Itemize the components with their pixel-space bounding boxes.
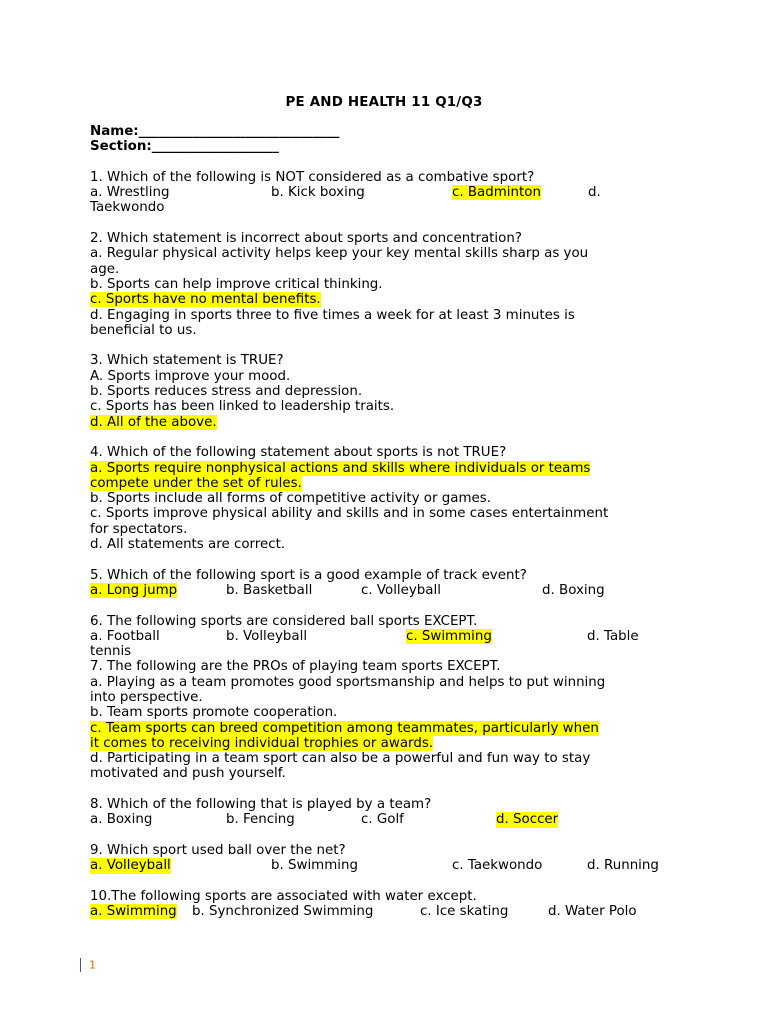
choice-4b: b. Sports include all forms of competitive activity or games. bbox=[90, 491, 491, 507]
choice-5d: d. Boxing bbox=[542, 582, 605, 598]
choice-4c-continued: for spectators. bbox=[90, 521, 188, 537]
question-8: 8. Which of the following that is played by a team? bbox=[90, 797, 432, 813]
choice-3d-answer: d. All of the above. bbox=[90, 414, 217, 430]
footer-divider bbox=[80, 958, 81, 972]
choice-2b: b. Sports can help improve critical thinking. bbox=[90, 276, 383, 292]
choice-10b: b. Synchronized Swimming bbox=[192, 904, 374, 920]
page-number: 1 bbox=[89, 958, 96, 972]
choice-9b: b. Swimming bbox=[271, 858, 358, 874]
choice-10d: d. Water Polo bbox=[548, 904, 637, 920]
choice-4a-answer: a. Sports require nonphysical actions and skills where individuals or teams bbox=[90, 460, 591, 476]
choice-1a: a. Wrestling bbox=[90, 185, 170, 201]
choice-8b: b. Fencing bbox=[226, 812, 295, 828]
choice-6d: d. Table bbox=[587, 628, 639, 644]
choice-7a: a. Playing as a team promotes good sportsmanship and helps to put winning bbox=[90, 674, 606, 690]
choice-3a: A. Sports improve your mood. bbox=[90, 368, 291, 384]
choice-9a-answer: a. Volleyball bbox=[90, 858, 171, 874]
section-field: Section:___________________ bbox=[90, 139, 279, 155]
choice-5b: b. Basketball bbox=[226, 582, 313, 598]
question-2: 2. Which statement is incorrect about sports and concentration? bbox=[90, 231, 522, 247]
choice-6d-continued: tennis bbox=[90, 644, 132, 660]
choice-7b: b. Team sports promote cooperation. bbox=[90, 705, 338, 721]
choice-4a-answer-continued: compete under the set of rules. bbox=[90, 475, 302, 491]
choice-8a: a. Boxing bbox=[90, 812, 153, 828]
choice-1b: b. Kick boxing bbox=[271, 185, 365, 201]
question-7: 7. The following are the PROs of playing team sports EXCEPT. bbox=[90, 659, 501, 675]
choice-1d: d. bbox=[588, 185, 601, 201]
choice-3c: c. Sports has been linked to leadership traits. bbox=[90, 399, 395, 415]
question-6-choices bbox=[90, 629, 680, 644]
choice-7d-continued: motivated and push yourself. bbox=[90, 766, 286, 782]
choice-6b: b. Volleyball bbox=[226, 628, 308, 644]
choice-2a-continued: age. bbox=[90, 261, 120, 277]
choice-5c: c. Volleyball bbox=[361, 582, 441, 598]
question-9-choices bbox=[90, 858, 680, 873]
choice-7d: d. Participating in a team sport can also be a powerful and fun way to stay bbox=[90, 751, 591, 767]
choice-1d-continued: Taekwondo bbox=[90, 200, 165, 216]
quiz-content bbox=[90, 124, 680, 919]
question-6: 6. The following sports are considered ball sports EXCEPT. bbox=[90, 613, 478, 629]
question-4: 4. Which of the following statement about sports is not TRUE? bbox=[90, 445, 507, 461]
choice-2d: d. Engaging in sports three to five times a week for at least 3 minutes is bbox=[90, 307, 575, 323]
question-10-choices bbox=[90, 904, 680, 919]
choice-4d: d. All statements are correct. bbox=[90, 537, 286, 553]
choice-1c-answer: c. Badminton bbox=[452, 185, 541, 201]
question-3: 3. Which statement is TRUE? bbox=[90, 353, 284, 369]
question-5: 5. Which of the following sport is a good example of track event? bbox=[90, 567, 527, 583]
question-9: 9. Which sport used ball over the net? bbox=[90, 842, 346, 858]
choice-8c: c. Golf bbox=[361, 812, 404, 828]
choice-6c-answer: c. Swimming bbox=[406, 628, 492, 644]
choice-7c-answer: c. Team sports can breed competition among teammates, particularly when bbox=[90, 720, 599, 736]
choice-9c: c. Taekwondo bbox=[452, 858, 543, 874]
choice-5a-answer: a. Long jump bbox=[90, 582, 178, 598]
choice-7c-answer-continued: it comes to receiving individual trophies or awards. bbox=[90, 735, 434, 751]
question-8-choices bbox=[90, 812, 680, 827]
question-1: 1. Which of the following is NOT considered as a combative sport? bbox=[90, 169, 535, 185]
document-title: PE AND HEALTH 11 Q1/Q3 bbox=[285, 95, 483, 110]
choice-7a-continued: into perspective. bbox=[90, 689, 203, 705]
choice-9d: d. Running bbox=[587, 858, 659, 874]
page-footer bbox=[80, 958, 96, 972]
choice-10a-answer: a. Swimming bbox=[90, 904, 177, 920]
choice-2c-answer: c. Sports have no mental benefits. bbox=[90, 292, 321, 308]
question-5-choices bbox=[90, 583, 680, 598]
choice-2a: a. Regular physical activity helps keep your key mental skills sharp as you bbox=[90, 246, 589, 262]
name-field: Name:______________________________ bbox=[90, 124, 340, 139]
question-10: 10.The following sports are associated with water except. bbox=[90, 888, 477, 904]
question-1-choices bbox=[90, 185, 680, 200]
choice-3b: b. Sports reduces stress and depression. bbox=[90, 384, 363, 400]
choice-4c: c. Sports improve physical ability and skills and in some cases entertainment bbox=[90, 506, 609, 522]
choice-6a: a. Football bbox=[90, 628, 160, 644]
choice-2d-continued: beneficial to us. bbox=[90, 322, 197, 338]
choice-10c: c. Ice skating bbox=[420, 904, 509, 920]
choice-8d-answer: d. Soccer bbox=[496, 812, 559, 828]
